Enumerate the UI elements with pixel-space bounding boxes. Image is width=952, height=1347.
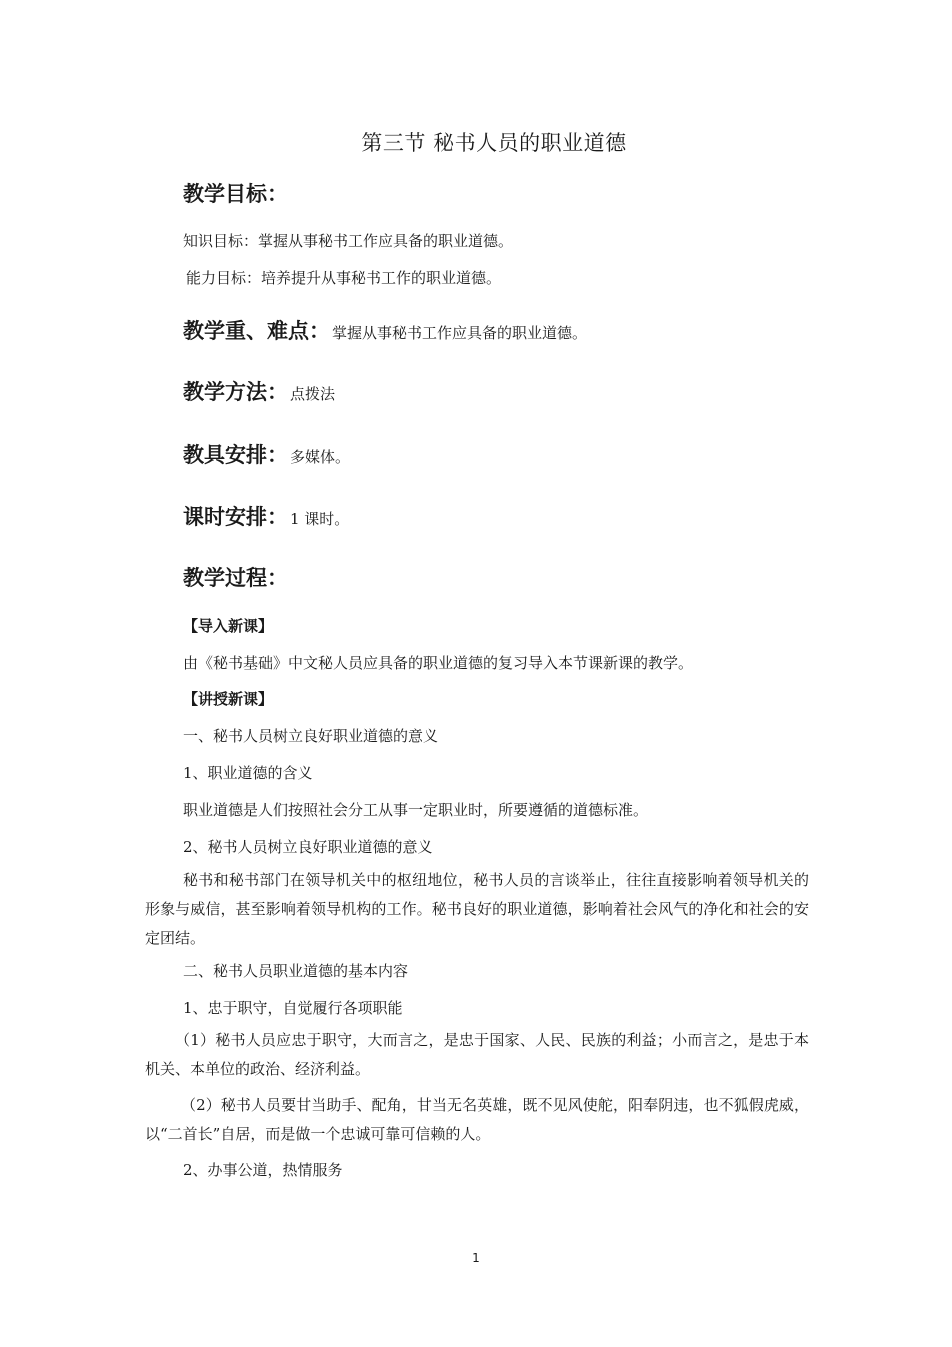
section-1-2-paragraph: 秘书和秘书部门在领导机关中的枢纽地位，秘书人员的言谈举止，往往直接影响着领导机关的形象与威信，甚至影响着领导机构的工作。秘书良好的职业道德，影响着社会风气的净化和社会的安定团结。 [145,871,809,947]
hours-row [183,501,349,531]
objectives-heading: 教学目标： [183,182,288,206]
intro-text: 由《秘书基础》中文秘人员应具备的职业道德的复习导入本节课新课的教学。 [183,654,694,672]
tools-heading: 教具安排： [183,443,288,467]
hours-heading: 课时安排： [183,505,288,529]
section-1-1-title: 1、职业道德的含义 [183,764,313,782]
key-points-heading: 教学重、难点： [183,319,330,343]
method-row [183,376,335,406]
key-points-text: 掌握从事秘书工作应具备的职业道德。 [332,324,588,342]
section-2-1-paragraph-1: （1）秘书人员应忠于职守，大而言之，是忠于国家、人民、民族的利益；小而言之，是忠于本机关、本单位的政治、经济利益。 [145,1031,809,1078]
page-title: 第三节 秘书人员的职业道德 [361,131,627,155]
section-1-1-text: 职业道德是人们按照社会分工从事一定职业时，所要遵循的道德标准。 [183,801,649,819]
method-text: 点拨法 [290,385,336,403]
key-points-row [183,315,587,345]
process-heading: 教学过程： [183,566,288,590]
intro-label: 【导入新课】 [183,617,274,635]
section-2-title: 二、秘书人员职业道德的基本内容 [183,962,409,980]
tools-text: 多媒体。 [290,448,351,466]
section-2-2-title: 2、办事公道，热情服务 [183,1161,343,1179]
section-1-title: 一、秘书人员树立良好职业道德的意义 [183,727,439,745]
section-2-1-title: 1、忠于职守，自觉履行各项职能 [183,999,403,1017]
tools-row [183,439,350,469]
section-1-2-title: 2、秘书人员树立良好职业道德的意义 [183,838,433,856]
method-heading: 教学方法： [183,380,288,404]
hours-text: 1 课时。 [290,510,350,528]
knowledge-objective: 知识目标：掌握从事秘书工作应具备的职业道德。 [183,232,514,250]
lecture-label: 【讲授新课】 [183,690,274,708]
page-number: 1 [472,1251,480,1265]
section-2-1-paragraph-2: （2）秘书人员要甘当助手、配角，甘当无名英雄，既不见风使舵，阳奉阴违，也不狐假虎威，以“二首长”自居，而是做一个忠诚可靠可信赖的人。 [145,1096,809,1143]
ability-objective: 能力目标：培养提升从事秘书工作的职业道德。 [186,269,502,287]
